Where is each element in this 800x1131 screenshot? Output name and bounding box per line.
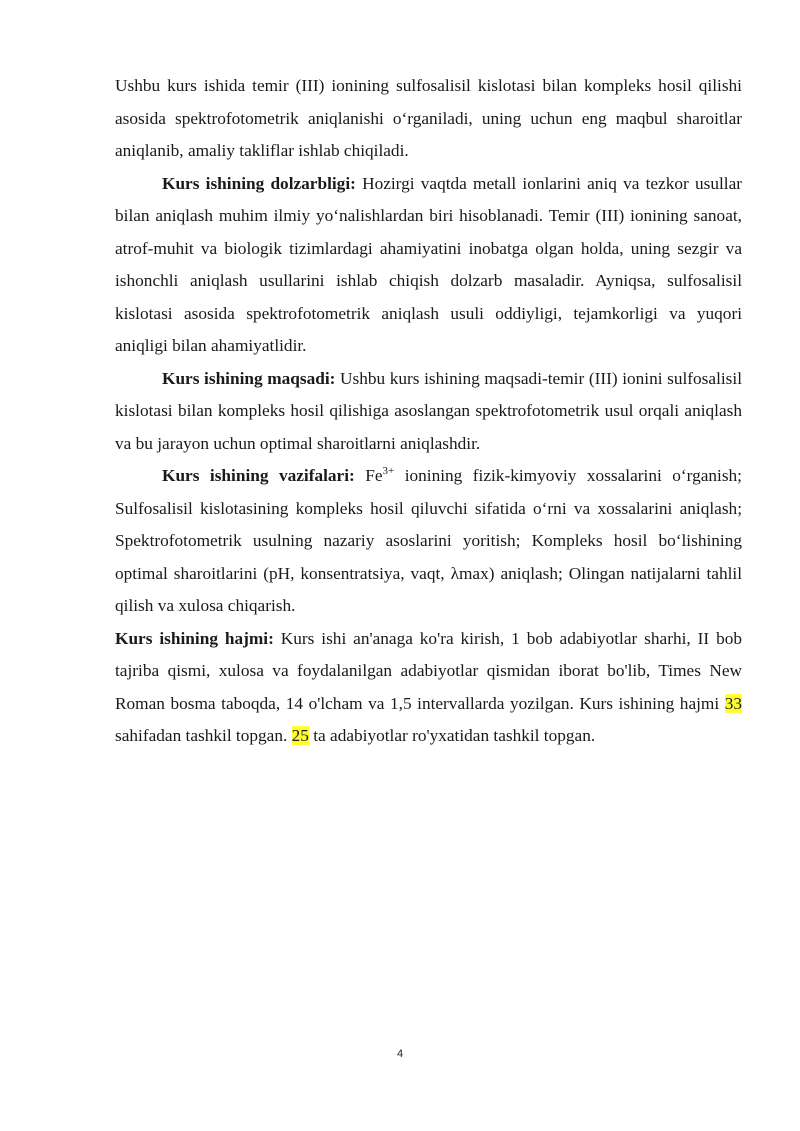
iron-ion-symbol: Fe	[354, 466, 383, 485]
volume-heading: Kurs ishining hajmi:	[115, 628, 274, 648]
page-body	[115, 70, 742, 753]
relevance-heading: Kurs ishining dolzarbligi:	[162, 173, 356, 193]
tasks-heading: Kurs ishining vazifalari:	[162, 466, 355, 485]
intro-text: Ushbu kurs ishida temir (III) ionining sulfosalisil kislotasi bilan kompleks hosil qilishi asosida spektrofotometrik aniqlanishi o‘rganiladi, uning uchun eng maqbul sharoitlar aniqlanib, amaliy takliflar ishlab chiqiladi.	[115, 76, 742, 160]
page-count-highlight: 33	[724, 693, 742, 713]
tasks-paragraph	[115, 460, 742, 623]
goal-heading: Kurs ishining maqsadi:	[162, 368, 336, 388]
volume-paragraph	[115, 623, 742, 753]
intro-paragraph	[115, 70, 742, 168]
reference-count-highlight: 25	[291, 726, 309, 745]
volume-text-2: sahifadan tashkil topgan.	[115, 726, 292, 745]
goal-text: Ushbu kurs ishining maqsadi-temir (III) ionini sulfosalisil kislotasi bilan kompleks hosil qilishiga asoslangan spektrofotometrik usul orqali aniqlash va bu jarayon uchun optimal sharoitlarni aniqlashdir.	[115, 368, 743, 453]
volume-text-3: ta adabiyotlar ro'yxatidan tashkil topgan.	[308, 726, 596, 745]
volume-text-1: Kurs ishi an'anaga ko'ra kirish, 1 bob adabiyotlar sharhi, II bob tajriba qismi, xulosa va foydalanilgan adabiyotlar qismidan iborat bo'lib, Times New Roman bosma taboqda, 14 o'lcham va 1,5 intervallarda yozilgan. Kurs ishining hajmi	[115, 628, 742, 713]
page-number: 4	[396, 1048, 404, 1060]
tasks-text: ionining fizik-kimyoviy xossalarini o‘rganish; Sulfosalisil kislotasining kompleks hosil qiluvchi sifatida o‘rni va xossalarini aniqlash; Spektrofotometrik usulning nazariy asoslarini yoritish; Kompleks hosil bo‘lishining optimal sharoitlarini (pH, konsentratsiya, vaqt, λmax) aniqlash; Olingan natijalarni tahlil qilish va xulosa chiqarish.	[115, 466, 742, 615]
goal-paragraph	[115, 363, 742, 461]
relevance-paragraph	[115, 168, 742, 363]
iron-ion-charge: 3+	[382, 465, 395, 478]
relevance-text: Hozirgi vaqtda metall ionlarini aniq va tezkor usullar bilan aniqlash muhim ilmiy yo‘nalishlardan biri hisoblanadi. Temir (III) ionining sanoat, atrof-muhit va biologik tizimlardagi ahamiyatini inobatga olgan holda, uning sezgir va ishonchli aniqlash usullarini ishlab chiqish dolzarb masaladir. Ayniqsa, sulfosalisil kislotasi asosida spektrofotometrik aniqlash usuli oddiyligi, tejamkorligi va yuqori aniqligi bilan ahamiyatlidir.	[115, 173, 742, 355]
